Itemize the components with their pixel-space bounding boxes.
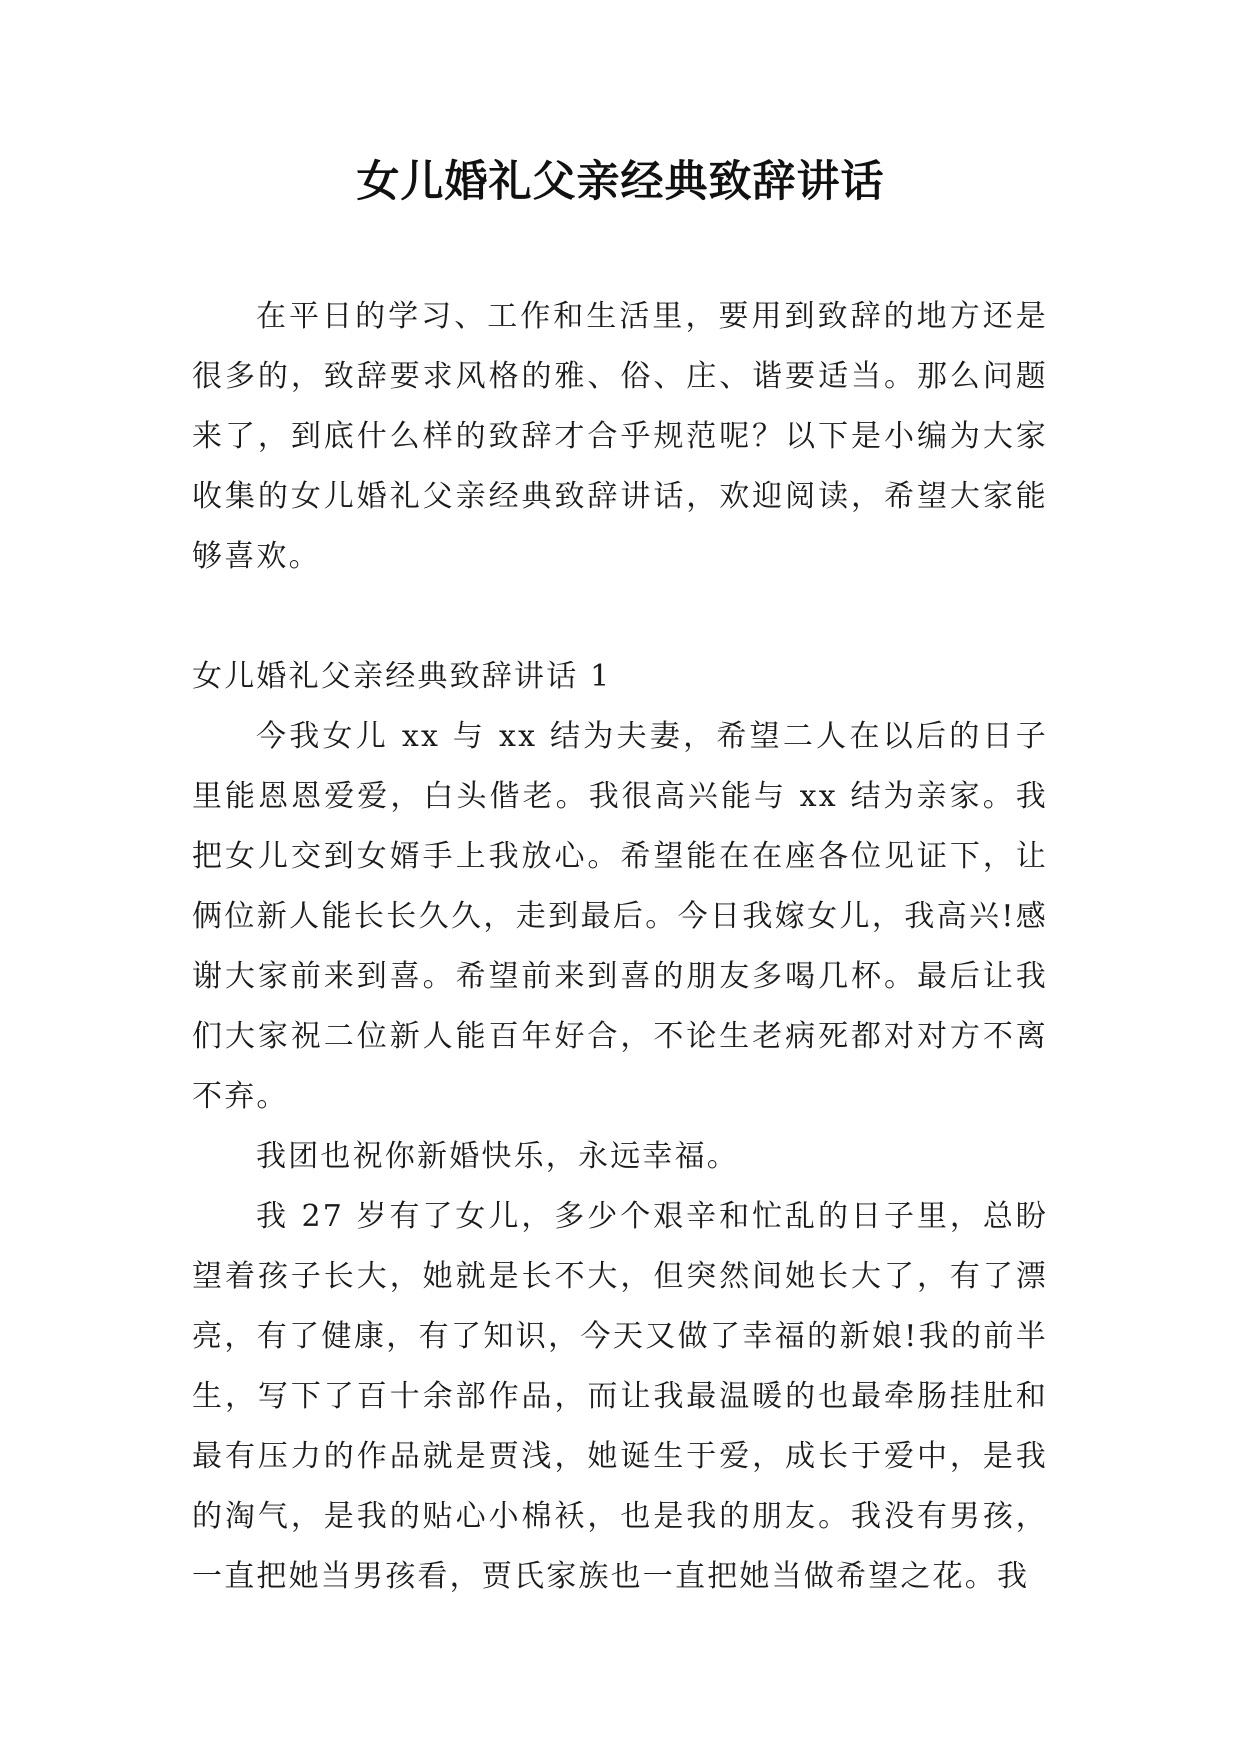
document-title: 女儿婚礼父亲经典致辞讲话	[356, 157, 885, 207]
document-body	[192, 287, 1048, 1607]
section-heading: 女儿婚礼父亲经典致辞讲话 1	[192, 659, 612, 694]
body-paragraph-2: 我团也祝你新婚快乐，永远幸福。	[256, 1139, 739, 1174]
intro-paragraph: 在平日的学习、工作和生活里，要用到致辞的地方还是很多的，致辞要求风格的雅、俗、庄、谐要适当。那么问题来了，到底什么样的致辞才合乎规范呢？以下是小编为大家收集的女儿婚礼父亲经典致辞讲话，欢迎阅读，希望大家能够喜欢。	[192, 299, 1048, 574]
body-paragraph-1: 今我女儿 xx 与 xx 结为夫妻，希望二人在以后的日子里能恩恩爱爱，白头偕老。我很高兴能与 xx 结为亲家。我把女儿交到女婿手上我放心。希望能在在座各位见证下，让俩位新人能长长久久，走到最后。今日我嫁女儿，我高兴!感谢大家前来到喜。希望前来到喜的朋友多喝几杯。最后让我们大家祝二位新人能百年好合，不论生老病死都对对方不离不弃。	[192, 719, 1048, 1114]
body-paragraph-3: 我 27 岁有了女儿，多少个艰辛和忙乱的日子里，总盼望着孩子长大，她就是长不大，但突然间她长大了，有了漂亮，有了健康，有了知识，今天又做了幸福的新娘!我的前半生，写下了百十余部作品，而让我最温暖的也最牵肠挂肚和最有压力的作品就是贾浅，她诞生于爱，成长于爱中，是我的淘气，是我的贴心小棉袄，也是我的朋友。我没有男孩，一直把她当男孩看，贾氏家族也一直把她当做希望之花。我	[192, 1199, 1048, 1594]
